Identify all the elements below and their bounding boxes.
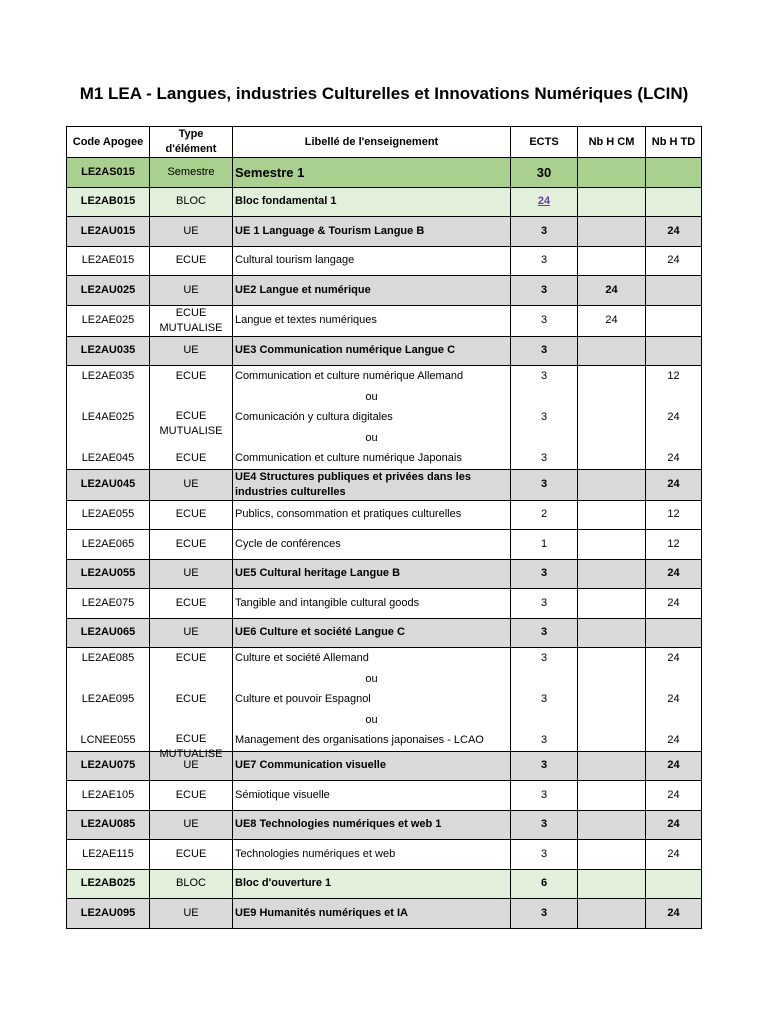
ects-cell: 3 bbox=[511, 276, 578, 306]
ue-row bbox=[67, 469, 702, 500]
nb-h-td-cell bbox=[646, 158, 702, 188]
ects-value: 3 bbox=[540, 734, 548, 746]
nb-h-cm-cell bbox=[578, 217, 646, 247]
code-cell: LE2AU035 bbox=[67, 336, 150, 366]
libelle-value: Comunicación y cultura digitales bbox=[235, 411, 393, 423]
nb-h-cm-cell bbox=[578, 500, 646, 530]
ects-cell: 2 bbox=[511, 500, 578, 530]
type-cell: UE bbox=[150, 559, 233, 589]
option-separator: ou bbox=[365, 672, 378, 685]
code-value: LCNEE055 bbox=[80, 734, 136, 746]
header-libelle: Libellé de l'enseignement bbox=[233, 127, 511, 158]
nb-h-td-cell: 24 bbox=[646, 751, 702, 781]
libelle-cell: UE8 Technologies numériques et web 1 bbox=[233, 810, 511, 840]
nb-h-td-cell bbox=[646, 276, 702, 306]
nb-h-cm-cell bbox=[578, 469, 646, 500]
table-body bbox=[67, 158, 702, 929]
code-cell bbox=[67, 366, 150, 470]
ects-cell bbox=[511, 366, 578, 470]
header-nb-h-cm: Nb H CM bbox=[578, 127, 646, 158]
nb-h-cm-value bbox=[580, 730, 643, 751]
code-cell: LE2AE015 bbox=[67, 246, 150, 276]
libelle-value: Communication et culture numérique Allemand bbox=[235, 370, 464, 382]
type-cell bbox=[150, 648, 233, 760]
libelle-cell: UE3 Communication numérique Langue C bbox=[233, 336, 511, 366]
semestre-row bbox=[67, 158, 702, 188]
ects-cell bbox=[511, 648, 578, 752]
ects-value: 3 bbox=[540, 411, 548, 423]
ects-cell: 3 bbox=[511, 305, 578, 336]
type-cell: ECUE bbox=[150, 840, 233, 870]
ects-cell: 3 bbox=[511, 469, 578, 500]
nb-h-cm-value bbox=[580, 366, 643, 387]
libelle-cell: Tangible and intangible cultural goods bbox=[233, 589, 511, 619]
code-cell: LE2AU055 bbox=[67, 559, 150, 589]
ue-row bbox=[67, 217, 702, 247]
libelle-cell: Publics, consommation et pratiques culturelles bbox=[233, 500, 511, 530]
nb-h-td-cell bbox=[646, 366, 702, 470]
type-cell: ECUE bbox=[150, 589, 233, 619]
code-cell: LE2AU045 bbox=[67, 469, 150, 500]
libelle-value: Management des organisations japonaises - LCAO bbox=[235, 734, 484, 746]
type-cell: ECUE MUTUALISE bbox=[150, 305, 233, 336]
ects-value: 3 bbox=[540, 452, 548, 464]
libelle-cell: UE4 Structures publiques et privées dans les industries culturelles bbox=[233, 469, 511, 500]
type-value: ECUE MUTUALISE bbox=[159, 410, 223, 437]
option-separator: ou bbox=[365, 713, 378, 726]
ecue-row bbox=[67, 530, 702, 560]
ue-row bbox=[67, 810, 702, 840]
ects-link[interactable]: 24 bbox=[537, 195, 551, 208]
libelle-value: Culture et pouvoir Espagnol bbox=[235, 693, 371, 705]
nb-h-td-cell: 24 bbox=[646, 589, 702, 619]
nb-h-cm-cell bbox=[578, 751, 646, 781]
option-separator: ou bbox=[365, 431, 378, 444]
nb-h-td-value: 12 bbox=[667, 370, 680, 382]
code-value: LE2AE085 bbox=[81, 652, 135, 664]
bloc-row bbox=[67, 869, 702, 899]
bloc-row bbox=[67, 187, 702, 217]
type-cell: ECUE bbox=[150, 530, 233, 560]
nb-h-td-value: 24 bbox=[667, 411, 680, 423]
ects-cell bbox=[511, 187, 578, 217]
nb-h-cm-cell bbox=[578, 187, 646, 217]
nb-h-cm-cell: 24 bbox=[578, 276, 646, 306]
code-value: LE2AE035 bbox=[81, 370, 135, 382]
nb-h-td-value: 24 bbox=[667, 452, 680, 464]
nb-h-cm-cell bbox=[578, 559, 646, 589]
type-value: ECUE MUTUALISE bbox=[159, 733, 223, 760]
type-cell: Semestre bbox=[150, 158, 233, 188]
code-cell: LE2AU065 bbox=[67, 618, 150, 648]
nb-h-td-cell: 24 bbox=[646, 810, 702, 840]
type-cell: UE bbox=[150, 618, 233, 648]
ects-cell: 3 bbox=[511, 618, 578, 648]
ecue-row bbox=[67, 500, 702, 530]
header-nb-h-td: Nb H TD bbox=[646, 127, 702, 158]
ue-row bbox=[67, 618, 702, 648]
nb-h-cm-cell bbox=[578, 618, 646, 648]
ects-value: 3 bbox=[540, 693, 548, 705]
nb-h-cm-cell: 24 bbox=[578, 305, 646, 336]
libelle-cell: Cycle de conférences bbox=[233, 530, 511, 560]
nb-h-cm-cell bbox=[578, 840, 646, 870]
nb-h-td-value: 24 bbox=[667, 652, 680, 664]
nb-h-td-cell bbox=[646, 187, 702, 217]
code-cell: LE2AS015 bbox=[67, 158, 150, 188]
libelle-cell: Bloc d'ouverture 1 bbox=[233, 869, 511, 899]
ecue-row bbox=[67, 781, 702, 811]
type-value: ECUE bbox=[175, 452, 207, 464]
type-value: ECUE bbox=[175, 370, 207, 382]
nb-h-cm-value bbox=[580, 407, 643, 428]
type-cell: BLOC bbox=[150, 869, 233, 899]
nb-h-cm-cell bbox=[578, 589, 646, 619]
nb-h-td-cell bbox=[646, 648, 702, 752]
nb-h-td-cell bbox=[646, 869, 702, 899]
nb-h-td-cell bbox=[646, 618, 702, 648]
libelle-cell: UE 1 Language & Tourism Langue B bbox=[233, 217, 511, 247]
ects-cell: 3 bbox=[511, 246, 578, 276]
ects-cell: 30 bbox=[511, 158, 578, 188]
ue-row bbox=[67, 336, 702, 366]
type-cell: UE bbox=[150, 810, 233, 840]
type-cell: UE bbox=[150, 217, 233, 247]
type-cell: UE bbox=[150, 336, 233, 366]
header-ects: ECTS bbox=[511, 127, 578, 158]
nb-h-td-value: 24 bbox=[667, 734, 680, 746]
libelle-cell: Langue et textes numériques bbox=[233, 305, 511, 336]
ue-row bbox=[67, 559, 702, 589]
libelle-cell: Technologies numériques et web bbox=[233, 840, 511, 870]
code-cell bbox=[67, 648, 150, 752]
code-cell: LE2AE065 bbox=[67, 530, 150, 560]
libelle-cell: UE2 Langue et numérique bbox=[233, 276, 511, 306]
nb-h-cm-cell bbox=[578, 246, 646, 276]
libelle-cell: Cultural tourism langage bbox=[233, 246, 511, 276]
ects-cell: 3 bbox=[511, 336, 578, 366]
nb-h-cm-cell bbox=[578, 366, 646, 470]
code-cell: LE2AU025 bbox=[67, 276, 150, 306]
ecue-row bbox=[67, 840, 702, 870]
type-cell: UE bbox=[150, 751, 233, 781]
ue-row bbox=[67, 899, 702, 929]
ects-cell: 3 bbox=[511, 751, 578, 781]
type-cell: BLOC bbox=[150, 187, 233, 217]
code-cell: LE2AU095 bbox=[67, 899, 150, 929]
type-cell: ECUE bbox=[150, 781, 233, 811]
libelle-cell: Bloc fondamental 1 bbox=[233, 187, 511, 217]
code-cell: LE2AE055 bbox=[67, 500, 150, 530]
type-value: ECUE bbox=[175, 652, 207, 664]
libelle-value: Communication et culture numérique Japonais bbox=[235, 452, 462, 464]
code-cell: LE2AU075 bbox=[67, 751, 150, 781]
type-cell: UE bbox=[150, 899, 233, 929]
nb-h-td-cell bbox=[646, 336, 702, 366]
ecue-row bbox=[67, 246, 702, 276]
ecue-row bbox=[67, 589, 702, 619]
nb-h-td-cell: 24 bbox=[646, 469, 702, 500]
ects-cell: 3 bbox=[511, 217, 578, 247]
code-cell: LE2AU085 bbox=[67, 810, 150, 840]
code-cell: LE2AU015 bbox=[67, 217, 150, 247]
nb-h-cm-cell bbox=[578, 336, 646, 366]
code-cell: LE2AE105 bbox=[67, 781, 150, 811]
nb-h-cm-cell bbox=[578, 158, 646, 188]
type-cell bbox=[150, 366, 233, 470]
libelle-cell: UE6 Culture et société Langue C bbox=[233, 618, 511, 648]
code-cell: LE2AB015 bbox=[67, 187, 150, 217]
libelle-value: Culture et société Allemand bbox=[235, 652, 369, 664]
header-code: Code Apogee bbox=[67, 127, 150, 158]
nb-h-cm-cell bbox=[578, 648, 646, 752]
nb-h-td-cell: 12 bbox=[646, 500, 702, 530]
nb-h-cm-value bbox=[580, 648, 643, 669]
nb-h-cm-cell bbox=[578, 869, 646, 899]
ects-cell: 3 bbox=[511, 589, 578, 619]
nb-h-td-cell: 24 bbox=[646, 899, 702, 929]
libelle-cell: UE7 Communication visuelle bbox=[233, 751, 511, 781]
type-cell: ECUE bbox=[150, 246, 233, 276]
nb-h-td-cell: 24 bbox=[646, 781, 702, 811]
libelle-cell bbox=[233, 648, 511, 752]
nb-h-td-cell: 24 bbox=[646, 559, 702, 589]
ects-cell: 3 bbox=[511, 899, 578, 929]
ects-value: 3 bbox=[540, 370, 548, 382]
type-cell: UE bbox=[150, 469, 233, 500]
nb-h-cm-value bbox=[580, 689, 643, 710]
ects-cell: 1 bbox=[511, 530, 578, 560]
code-value: LE2AE095 bbox=[81, 693, 135, 705]
table-header-row bbox=[67, 127, 702, 158]
curriculum-table bbox=[66, 126, 702, 929]
nb-h-cm-cell bbox=[578, 530, 646, 560]
nb-h-td-cell bbox=[646, 305, 702, 336]
code-cell: LE2AE115 bbox=[67, 840, 150, 870]
nb-h-cm-cell bbox=[578, 899, 646, 929]
type-value: ECUE bbox=[175, 693, 207, 705]
libelle-cell bbox=[233, 366, 511, 470]
libelle-cell: UE9 Humanités numériques et IA bbox=[233, 899, 511, 929]
nb-h-td-value: 24 bbox=[667, 693, 680, 705]
code-cell: LE2AE025 bbox=[67, 305, 150, 336]
ecue-option-group bbox=[67, 366, 702, 470]
page-title: M1 LEA - Langues, industries Culturelles et Innovations Numériques (LCIN) bbox=[79, 84, 689, 103]
ecue-option-group bbox=[67, 648, 702, 752]
header-type: Type d'élément bbox=[150, 127, 233, 158]
code-cell: LE2AB025 bbox=[67, 869, 150, 899]
ects-cell: 3 bbox=[511, 781, 578, 811]
nb-h-cm-cell bbox=[578, 810, 646, 840]
ecue-row bbox=[67, 305, 702, 336]
ects-value: 3 bbox=[540, 652, 548, 664]
nb-h-cm-value bbox=[580, 448, 643, 469]
libelle-cell: Semestre 1 bbox=[233, 158, 511, 188]
nb-h-td-cell: 24 bbox=[646, 246, 702, 276]
code-value: LE4AE025 bbox=[81, 411, 135, 423]
type-cell: UE bbox=[150, 276, 233, 306]
code-cell: LE2AE075 bbox=[67, 589, 150, 619]
libelle-cell: Sémiotique visuelle bbox=[233, 781, 511, 811]
code-value: LE2AE045 bbox=[81, 452, 135, 464]
nb-h-cm-cell bbox=[578, 781, 646, 811]
ects-cell: 6 bbox=[511, 869, 578, 899]
type-cell: ECUE bbox=[150, 500, 233, 530]
ects-cell: 3 bbox=[511, 810, 578, 840]
option-separator: ou bbox=[365, 390, 378, 403]
ects-cell: 3 bbox=[511, 840, 578, 870]
ue-row bbox=[67, 276, 702, 306]
ects-cell: 3 bbox=[511, 559, 578, 589]
nb-h-td-cell: 24 bbox=[646, 840, 702, 870]
libelle-cell: UE5 Cultural heritage Langue B bbox=[233, 559, 511, 589]
nb-h-td-cell: 24 bbox=[646, 217, 702, 247]
nb-h-td-cell: 12 bbox=[646, 530, 702, 560]
